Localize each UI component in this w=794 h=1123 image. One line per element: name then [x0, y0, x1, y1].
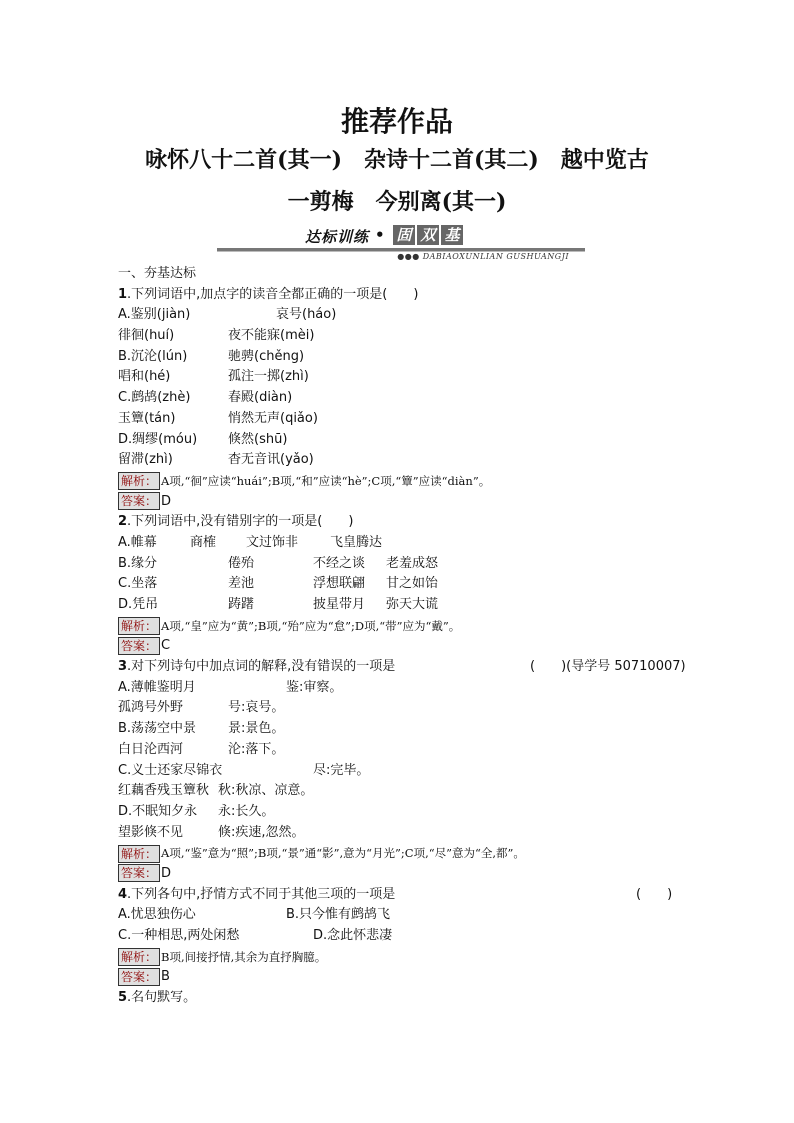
text-line — [118, 388, 698, 409]
document-body — [118, 264, 698, 1009]
text: D — [161, 493, 172, 509]
text: 永:长久。 — [218, 803, 275, 819]
text — [118, 885, 395, 906]
text: 沦:落下。 — [228, 741, 285, 757]
text-line — [118, 781, 698, 802]
text: 倏然(shū) — [228, 431, 288, 447]
text: 披星带月 — [313, 597, 366, 612]
text-line — [118, 843, 698, 864]
text: 夜不能寐(mèi) — [228, 328, 315, 344]
text: 尽:完毕。 — [313, 762, 370, 778]
text: 差池 — [228, 576, 255, 592]
text-line — [118, 554, 698, 575]
text-line — [118, 678, 698, 699]
text: B — [161, 969, 170, 985]
text-line — [118, 409, 698, 430]
text: 甘之如饴 — [386, 576, 439, 592]
section-banner — [215, 224, 585, 264]
label-tag: 答案： — [118, 864, 160, 882]
text: 文过饰非 — [246, 534, 299, 550]
analysis — [118, 471, 490, 493]
text: 徘徊(huí) — [118, 328, 175, 344]
text-line — [118, 698, 698, 719]
text: 玉簟(tán) — [118, 410, 176, 426]
text-line — [118, 947, 698, 968]
text: B项,间接抒情,其余为直抒胸臆。 — [161, 949, 327, 964]
text: 老羞成怒 — [386, 555, 439, 571]
text-line — [118, 967, 698, 988]
text: 5 — [118, 990, 128, 1006]
option: B.沉沦(lún) — [118, 348, 188, 364]
analysis — [118, 843, 525, 865]
text-line — [118, 740, 698, 761]
question-2 — [118, 512, 698, 533]
text: 秋:秋凉、凉意。 — [218, 783, 314, 799]
text: D.凭吊 — [118, 597, 159, 612]
text: 倏:疾速,忽然。 — [218, 824, 305, 840]
text-line — [118, 926, 698, 947]
page-subtitle: 咏怀八十二首(其一) 杂诗十二首(其二) 越中览古 — [145, 147, 649, 173]
answer — [118, 967, 170, 988]
text-line — [118, 264, 698, 285]
text: 踌躇 — [228, 597, 255, 612]
text-line — [118, 616, 698, 637]
text-line — [118, 761, 698, 782]
text: 杳无音讯(yǎo) — [228, 452, 314, 468]
text: A项,“皇”应为“黄”;B项,“殆”应为“怠”;D项,“带”应为“戴”。 — [161, 618, 461, 633]
text: 鉴:审察。 — [286, 679, 343, 695]
text: 哀号(háo) — [276, 307, 337, 323]
text: 红藕香残玉簟秋 — [118, 783, 210, 799]
text: 商榷 — [190, 534, 217, 550]
text: 望影倏不见 — [118, 824, 184, 840]
text-line — [118, 636, 698, 657]
text: 浮想联翩 — [313, 576, 366, 592]
text: A.薄帷鉴明月 — [118, 679, 196, 695]
text — [118, 988, 196, 1009]
text: B.只今惟有鹧鸪飞 — [286, 907, 391, 923]
text: D — [161, 865, 172, 881]
question-3 — [118, 657, 698, 678]
text: .对下列诗句中加点词的解释,没有错误的一项是 — [127, 659, 396, 675]
text: 2 — [118, 514, 128, 530]
text: .下列各句中,抒情方式不同于其他三项的一项是 — [127, 886, 396, 902]
text: 飞皇腾达 — [330, 534, 383, 550]
option: C.鹧鸪(zhè) — [118, 390, 191, 406]
text: 不经之谈 — [313, 555, 366, 571]
text: 孤注一掷(zhì) — [228, 369, 309, 385]
text: A.帷幕 — [118, 534, 157, 550]
text: D.不眠知夕永 — [118, 803, 198, 819]
text: 4 — [118, 886, 128, 902]
text: B.缘分 — [118, 555, 158, 571]
option: A.鉴别(jiàn) — [118, 307, 191, 323]
text-line — [118, 430, 698, 451]
question-1 — [118, 285, 698, 306]
text-line — [118, 864, 698, 885]
text: 驰骋(chěng) — [228, 348, 305, 364]
text: A.忧思独伤心 — [118, 907, 196, 923]
banner-text: 达标训练 — [305, 228, 370, 246]
text: 号:哀号。 — [228, 700, 285, 716]
text: 孤鸿号外野 — [118, 700, 184, 716]
label-tag: 答案： — [118, 968, 160, 986]
text: C.坐落 — [118, 576, 158, 592]
option: D.绸缪(móu) — [118, 431, 198, 447]
analysis — [118, 616, 460, 638]
text: 唱和(hé) — [118, 369, 171, 385]
banner-subtitle: ●●● DABIAOXUNLIAN GUSHUANGJI — [397, 252, 569, 261]
text-line — [118, 471, 698, 492]
analysis-label: 解析： — [118, 472, 160, 490]
text-line — [118, 492, 698, 513]
text-line — [118, 802, 698, 823]
text: D.念此怀悲凄 — [313, 928, 393, 943]
text: .下列词语中,没有错别字的一项是( ) — [127, 514, 354, 530]
text: ( )(导学号 50710007) — [530, 659, 686, 675]
text-line — [118, 574, 698, 595]
text-line — [118, 450, 698, 471]
label-tag: 解析： — [118, 617, 160, 635]
text: 弥天大谎 — [386, 597, 439, 612]
banner-box: 基 — [441, 225, 463, 245]
answer-label: 答案： — [118, 492, 160, 510]
text: 留滞(zhì) — [118, 452, 173, 468]
text-line — [118, 533, 698, 554]
text: B.荡荡空中景 — [118, 721, 197, 737]
section-heading: 一、夯基达标 — [118, 266, 197, 281]
question-5 — [118, 988, 698, 1009]
text: 景:景色。 — [228, 721, 285, 737]
text: 3 — [118, 659, 128, 675]
text-line — [118, 347, 698, 368]
label-tag: 解析： — [118, 948, 160, 966]
text — [118, 285, 418, 306]
answer — [118, 492, 171, 513]
text: A项,“鉴”意为“照”;B项,“景”通“影”,意为“月光”;C项,“尽”意为“全,都”。 — [161, 846, 525, 861]
text-line — [118, 326, 698, 347]
text: ( ) — [636, 886, 673, 902]
text-line — [118, 595, 698, 616]
analysis — [118, 947, 326, 969]
banner-dot: • — [375, 226, 386, 244]
text: .名句默写。 — [127, 990, 197, 1006]
text: 白日沦西河 — [118, 741, 184, 757]
text: 倦殆 — [228, 555, 255, 571]
text-line — [118, 719, 698, 740]
text — [118, 512, 353, 533]
answer — [118, 864, 171, 885]
page-title: 推荐作品 — [340, 105, 453, 138]
text: C.一种相思,两处闲愁 — [118, 928, 240, 943]
page-subtitle-2: 一剪梅 今别离(其一) — [287, 189, 507, 215]
text: 1 — [118, 286, 128, 302]
text: C — [161, 638, 171, 654]
text-line — [118, 367, 698, 388]
label-tag: 答案： — [118, 637, 160, 655]
label-tag: 解析： — [118, 845, 160, 863]
banner-box: 固 — [393, 225, 415, 245]
question-4 — [118, 885, 698, 906]
text: 春殿(diàn) — [228, 390, 293, 406]
text — [118, 657, 395, 678]
text: 悄然无声(qiǎo) — [228, 410, 318, 426]
text-line — [118, 823, 698, 844]
text-line — [118, 305, 698, 326]
banner-box: 双 — [417, 225, 439, 245]
text: .下列词语中,加点字的读音全都正确的一项是( ) — [127, 286, 419, 302]
text: C.义士还家尽锦衣 — [118, 762, 223, 778]
answer — [118, 636, 170, 657]
text: A项,“徊”应读“huái”;B项,“和”应读“hè”;C项,“簟”应读“diàn”。 — [161, 473, 491, 488]
text-line — [118, 905, 698, 926]
